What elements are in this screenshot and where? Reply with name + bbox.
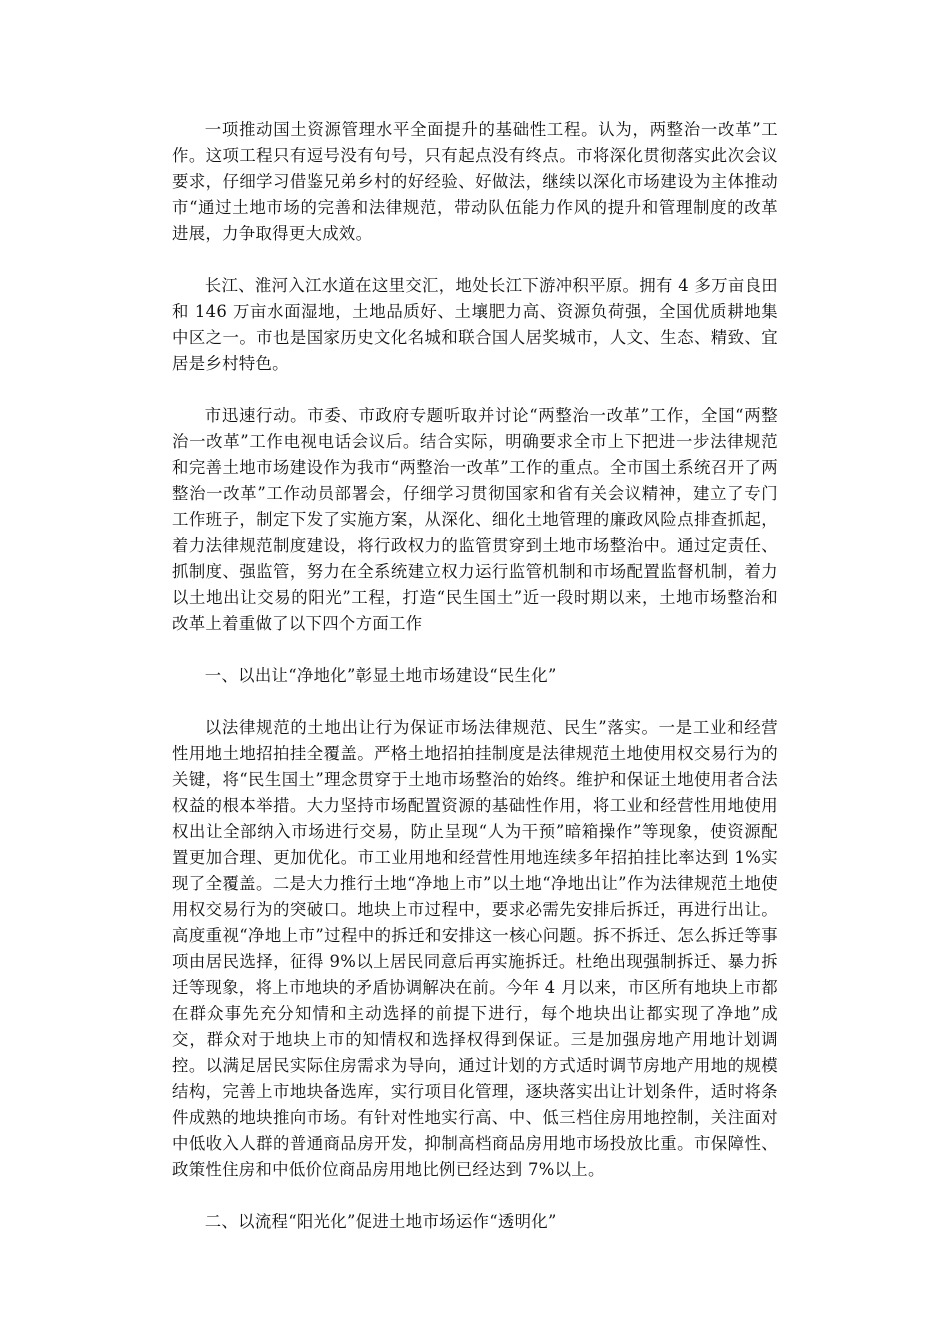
section-heading-1: 一、以出让“净地化”彰显土地市场建设“民生化” (204, 666, 557, 685)
section-heading-2: 二、以流程“阳光化”促进土地市场运作“透明化” (204, 1212, 557, 1231)
paragraph-section-1: 以法律规范的土地出让行为保证市场法律规范、民生”落实。一是工业和经营性用地土地招拍挂全覆盖。严格土地招拍挂制度是法律规范土地使用权交易行为的关键，将“民生国土”理念贯穿于土地市场整治的始终。维护和保证土地使用者合法权益的根本举措。大力坚持市场配置资源的基础性作用，将工业和经营性用地使用权出让全部纳入市场进行交易，防止呈现“人为干预”暗箱操作”等现象，使资源配置更加合理、更加优化。市工业用地和经营性用地连续多年招拍挂比率达到 1%实现了全覆盖。二是大力推行土地“净地上市”以土地“净地出让”作为法律规范土地使用权交易行为的突破口。地块上市过程中，要求必需先安排后拆迁，再进行出让。高度重视“净地上市”过程中的拆迁和安排这一核心问题。拆不拆迁、怎么拆迁等事项由居民选择，征得 9%以上居民同意后再实施拆迁。杜绝出现强制拆迁、暴力拆迁等现象，将上市地块的矛盾协调解决在前。今年 4 月以来，市区所有地块上市都在群众事先充分知情和主动选择的前提下进行，每个地块出让都实现了净地”成交，群众对于地块上市的知情权和选择权得到保证。三是加强房地产用地计划调控。以满足居民实际住房需求为导向，通过计划的方式适时调节房地产用地的规模结构，完善上市地块备选库，实行项目化管理，逐块落实出让计划条件，适时将条件成熟的地块推向市场。有针对性地实行高、中、低三档住房用地控制，关注面对中低收入人群的普通商品房开发，抑制高档商品房用地市场投放比重。市保障性、政策性住房和中低价位商品房用地比例已经达到 7%以上。 (172, 718, 778, 1179)
paragraph-intro: 一项推动国土资源管理水平全面提升的基础性工程。认为，两整治一改革”工作。这项工程只有逗号没有句号，只有起点没有终点。市将深化贯彻落实此次会议要求，仔细学习借鉴兄弟乡村的好经验、好做法，继续以深化市场建设为主体推动市“通过土地市场的完善和法律规范，带动队伍能力作风的提升和管理制度的改革进展，力争取得更大成效。 (172, 120, 778, 243)
document-body (172, 117, 778, 1261)
paragraph-geography: 长江、淮河入江水道在这里交汇，地处长江下游冲积平原。拥有 4 多万亩良田和 146 万亩水面湿地，土地品质好、土壤肥力高、资源负荷强，全国优质耕地集中区之一。市也是国家历史文化名城和联合国人居奖城市，人文、生态、精致、宜居是乡村特色。 (172, 276, 778, 373)
paragraph-action: 市迅速行动。市委、市政府专题听取并讨论“两整治一改革”工作，全国“两整治一改革”工作电视电话会议后。结合实际，明确要求全市上下把进一步法律规范和完善土地市场建设作为我市“两整治一改革”工作的重点。全市国土系统召开了两整治一改革”工作动员部署会，仔细学习贯彻国家和省有关会议精神，建立了专门工作班子，制定下发了实施方案，从深化、细化土地管理的廉政风险点排查抓起，着力法律规范制度建设，将行政权力的监管贯穿到土地市场整治中。通过定责任、抓制度、强监管，努力在全系统建立权力运行监管机制和市场配置监督机制，着力以土地出让交易的阳光”工程，打造“民生国土”近一段时期以来，土地市场整治和改革上着重做了以下四个方面工作 (172, 406, 778, 633)
